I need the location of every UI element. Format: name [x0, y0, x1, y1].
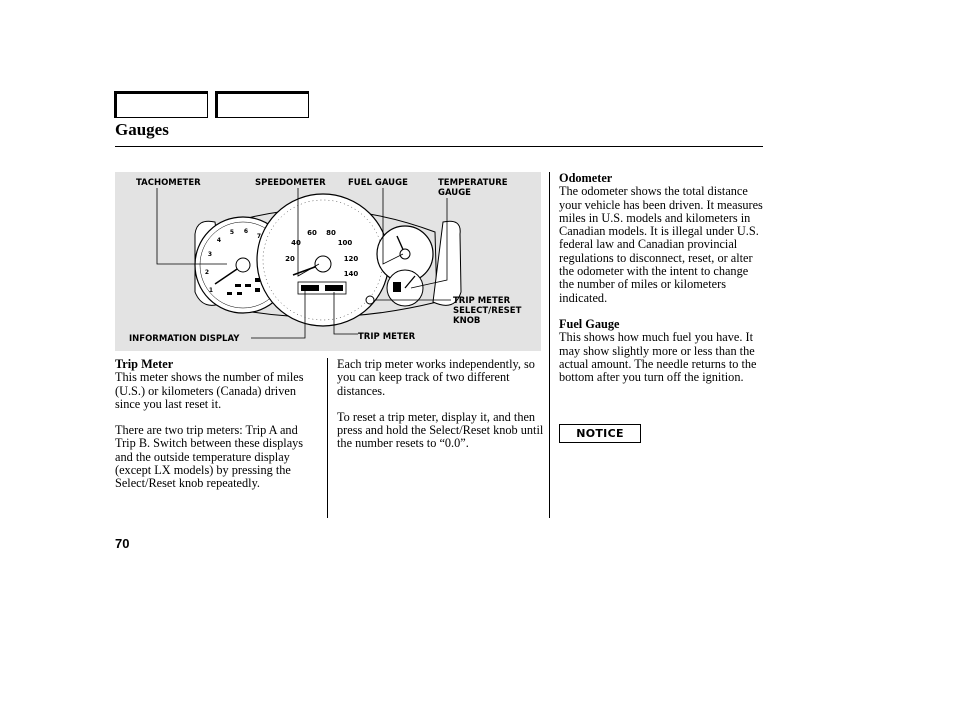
speed-number: 60: [307, 229, 317, 237]
fuel-gauge-label: FUEL GAUGE: [348, 178, 408, 188]
speed-number: 80: [326, 229, 336, 237]
trip-select-reset-knob[interactable]: [366, 296, 374, 304]
tach-number: 4: [216, 237, 222, 244]
temperature-gauge-label: TEMPERATURE GAUGE: [438, 178, 508, 198]
tach-number: 2: [204, 269, 210, 276]
tach-number: 3: [207, 251, 213, 258]
trip-meter-heading: Trip Meter: [115, 357, 174, 371]
column-divider-2: [549, 172, 550, 518]
trip-reset-paragraph: To reset a trip meter, display it, and then press and hold the Select/Reset knob until the number resets to “0.0”.: [337, 409, 544, 451]
tachometer-label: TACHOMETER: [136, 178, 201, 188]
fuel-gauge-paragraph: This shows how much fuel you have. It may show slightly more or less than the actual amount. The needle returns to the bottom after you turn off the ignition.: [559, 330, 757, 385]
odometer-heading: Odometer: [559, 171, 613, 185]
tach-number: 7: [256, 233, 262, 240]
tach-number: 5: [229, 229, 235, 236]
trip-meter-paragraph-2: There are two trip meters: Trip A and Trip B. Switch between these displays and the outside temperature display (except LX models) by pressing the Select/Reset knob repeatedly.: [115, 423, 304, 491]
speed-number: 140: [343, 270, 359, 278]
gauge-warning-lamp: [393, 282, 401, 292]
trip-independent-paragraph: Each trip meter works independently, so you can keep track of two different distances.: [337, 357, 535, 398]
information-display-segment: [301, 285, 319, 291]
nav-button-1[interactable]: [114, 91, 208, 118]
page-title: Gauges: [115, 120, 169, 139]
trip-meter-label: TRIP METER: [358, 332, 416, 342]
trip-reset-column: [337, 358, 547, 451]
title-rule: [115, 146, 763, 147]
notice-badge: [559, 424, 641, 443]
page-number: 70: [115, 536, 130, 551]
speed-number: 100: [337, 239, 353, 247]
speedometer-hub: [315, 256, 331, 272]
trip-meter-paragraph-1: This meter shows the number of miles (U.S.) or kilometers (Canada) driven since you last reset it.: [115, 370, 304, 411]
tach-number: 6: [243, 228, 249, 235]
fuel-gauge-heading: Fuel Gauge: [559, 316, 620, 331]
notice-label: NOTICE: [576, 427, 624, 440]
speedometer-label: SPEEDOMETER: [255, 178, 326, 188]
gauge-cluster-figure: [115, 172, 541, 351]
trip-meter-segment: [325, 285, 343, 291]
column-divider-1: [327, 358, 328, 518]
trip-knob-label: TRIP METER SELECT/RESET KNOB: [453, 296, 522, 326]
nav-button-2[interactable]: [215, 91, 309, 118]
speed-number: 120: [343, 255, 359, 263]
trip-meter-column: [115, 358, 320, 491]
speed-number: 40: [291, 239, 301, 247]
information-display-label: INFORMATION DISPLAY: [129, 334, 240, 344]
speed-number: 20: [285, 255, 295, 263]
tach-number: 1: [208, 287, 214, 294]
tachometer-hub: [236, 258, 250, 272]
odometer-fuel-column: [559, 172, 765, 384]
odometer-paragraph: The odometer shows the total distance your vehicle has been driven. It measures miles in U.S. models and kilometers in Canadian models. It is illegal under U.S. federal law and Canadian provincial regulations to disconnect, reset, or alter the odometer with the intent to change the number of miles or kilometers indicated.: [559, 184, 763, 305]
fuel-gauge-hub: [400, 249, 410, 259]
